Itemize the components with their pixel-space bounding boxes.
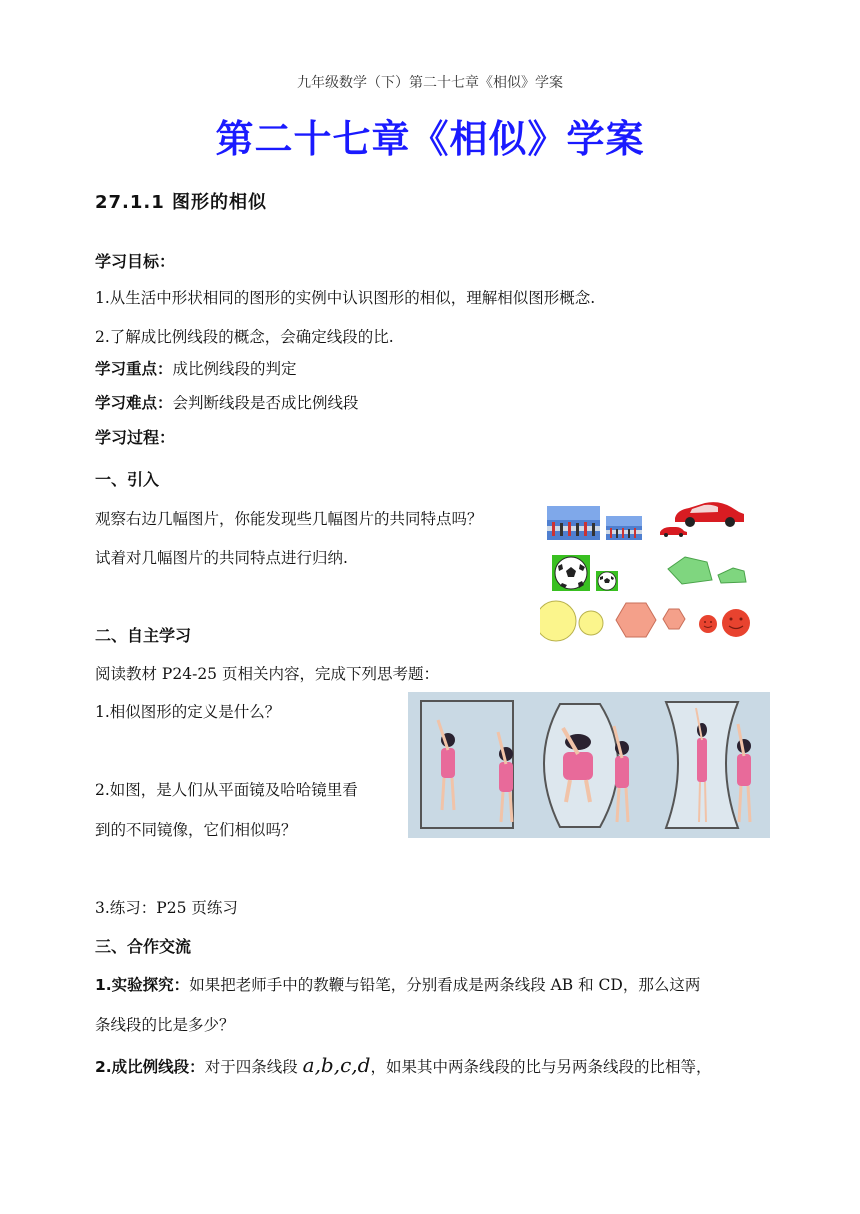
- soccer-ball-small-icon: [596, 571, 618, 591]
- key-point-text: 成比例线段的判定: [172, 360, 297, 378]
- part2-question-1: 1.相似图形的定义是什么？: [95, 703, 281, 721]
- flags-photo-large: [547, 506, 600, 540]
- circle-small-icon: [579, 611, 603, 635]
- car-large-icon: [675, 502, 744, 527]
- part2-intro: 阅读教材 P24-25 页相关内容，完成下列思考题：: [95, 665, 439, 683]
- page-title: 第二十七章《相似》学案: [215, 117, 645, 161]
- key-point-line: [95, 357, 297, 379]
- page-header: 九年级数学（下）第二十七章《相似》学案: [297, 75, 563, 91]
- soccer-ball-large-icon: [552, 555, 590, 591]
- part3-item-1-text: 如果把老师手中的教鞭与铅笔，分别看成是两条线段 AB 和 CD，那么这两: [189, 976, 701, 994]
- smiley-small-icon: [699, 615, 717, 633]
- part3-item-2-post: ，如果其中两条线段的比与另两条线段的比相等，: [370, 1058, 712, 1076]
- part3-heading: 三、合作交流: [95, 937, 192, 956]
- part3-item-2-pre: 对于四条线段: [204, 1058, 298, 1076]
- part2-question-3: 3.练习：P25 页练习: [95, 899, 238, 917]
- difficulty-text: 会判断线段是否成比例线段: [172, 394, 359, 412]
- part2-question-2-line-1: 2.如图，是人们从平面镜及哈哈镜里看: [95, 781, 358, 799]
- difficulty-label: 学习难点：: [95, 394, 173, 412]
- car-small-icon: [660, 527, 687, 537]
- hexagon-large-icon: [616, 603, 656, 637]
- pentagon-large-icon: [668, 557, 712, 584]
- segment-variables: a,b,c,d: [302, 1053, 371, 1077]
- part2-question-2-line-2: 到的不同镜像，它们相似吗？: [95, 821, 297, 839]
- part3-item-2-label: 2.成比例线段：: [95, 1058, 205, 1076]
- objective-item-1: 1.从生活中形状相同的图形的实例中认识图形的相似，理解相似图形概念.: [95, 289, 596, 307]
- circle-large-icon: [540, 601, 576, 641]
- part3-item-1-line-1: [95, 973, 700, 995]
- pentagon-small-icon: [718, 568, 746, 583]
- part3-item-2-line: [95, 1053, 711, 1077]
- objectives-label: 学习目标：: [95, 252, 176, 271]
- objective-item-2: 2.了解成比例线段的概念，会确定线段的比.: [95, 328, 394, 346]
- part2-heading: 二、自主学习: [95, 626, 192, 645]
- part1-heading: 一、引入: [95, 470, 160, 489]
- difficulty-line: [95, 391, 359, 413]
- part1-line-1: 观察右边几幅图片，你能发现些几幅图片的共同特点吗？: [95, 510, 483, 528]
- mirror-images-illustration: [408, 692, 770, 838]
- hexagon-small-icon: [663, 609, 685, 629]
- part3-item-1-label: 1.实验探究：: [95, 976, 190, 994]
- similar-figures-illustration: [540, 496, 770, 646]
- part3-item-1-line-2: 条线段的比是多少？: [95, 1016, 235, 1034]
- section-heading: 27.1.1 图形的相似: [95, 192, 268, 213]
- part1-line-2: 试着对几幅图片的共同特点进行归纳.: [95, 549, 348, 567]
- process-label: 学习过程：: [95, 428, 176, 447]
- key-point-label: 学习重点：: [95, 360, 173, 378]
- smiley-large-icon: [722, 609, 750, 637]
- flags-photo-small: [606, 516, 642, 540]
